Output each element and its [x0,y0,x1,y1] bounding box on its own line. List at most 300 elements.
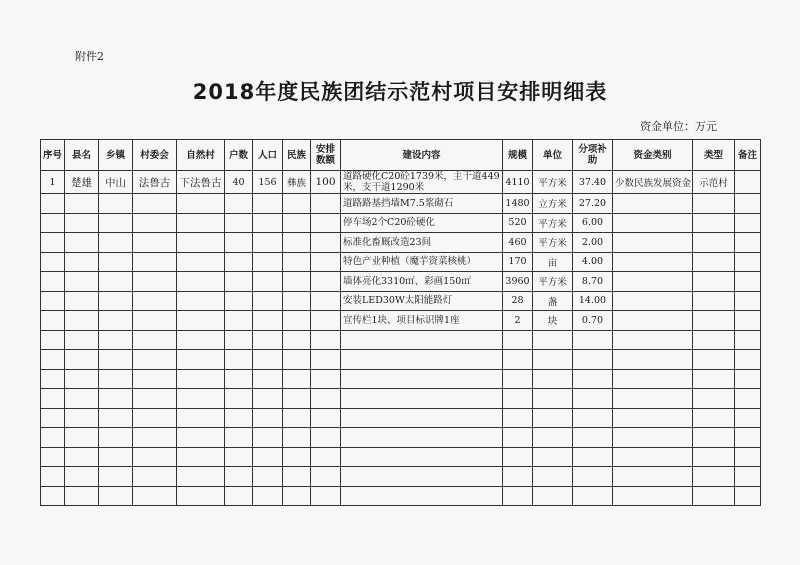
empty-cell [225,467,253,487]
empty-cell [41,447,65,467]
cell-subsidy: 27.20 [573,194,613,214]
empty-cell [735,447,761,467]
cell-unit: 亩 [533,252,573,272]
empty-cell [283,486,311,506]
empty-cell [503,389,533,409]
column-header: 乡镇 [99,140,133,171]
empty-cell [573,369,613,389]
empty-cell [311,447,341,467]
empty-cell [253,428,283,448]
empty-cell [311,213,341,233]
empty-cell [177,233,225,253]
empty-cell [283,447,311,467]
empty-cell [65,233,99,253]
empty-cell [253,213,283,233]
empty-cell [735,194,761,214]
empty-cell [283,467,311,487]
table-row [41,272,761,292]
empty-cell [177,408,225,428]
empty-cell [225,330,253,350]
cell-scale: 28 [503,291,533,311]
empty-cell [613,330,693,350]
empty-cell [177,330,225,350]
column-header: 人口 [253,140,283,171]
empty-cell [177,311,225,331]
empty-cell [735,330,761,350]
empty-cell [573,408,613,428]
empty-cell [613,233,693,253]
empty-cell [735,213,761,233]
empty-cell [99,408,133,428]
empty-cell [613,350,693,370]
empty-cell [283,311,311,331]
empty-cell [735,311,761,331]
empty-cell [283,428,311,448]
empty-cell [253,447,283,467]
empty-cell [99,213,133,233]
empty-cell [613,408,693,428]
empty-cell [177,252,225,272]
empty-cell [341,350,503,370]
empty-cell [99,350,133,370]
table-row [41,389,761,409]
table-row [41,330,761,350]
empty-cell [133,369,177,389]
empty-cell [283,252,311,272]
cell-subsidy: 37.40 [573,171,613,194]
empty-cell [99,272,133,292]
unit-note: 资金单位：万元 [640,120,717,133]
empty-cell [613,194,693,214]
empty-cell [99,369,133,389]
empty-cell [41,291,65,311]
empty-cell [41,311,65,331]
cell-content: 安装LED30W太阳能路灯 [341,291,503,311]
empty-cell [65,350,99,370]
empty-cell [613,213,693,233]
column-header: 规模 [503,140,533,171]
cell-ethnicity: 彝族 [283,171,311,194]
empty-cell [573,467,613,487]
empty-cell [41,330,65,350]
empty-cell [65,272,99,292]
empty-cell [177,291,225,311]
empty-cell [613,467,693,487]
empty-cell [133,194,177,214]
cell-content: 停车场2个C20砼硬化 [341,213,503,233]
table-header-row [41,140,761,171]
empty-cell [253,369,283,389]
empty-cell [99,330,133,350]
empty-cell [283,369,311,389]
empty-cell [99,467,133,487]
empty-cell [225,350,253,370]
empty-cell [693,252,735,272]
empty-cell [503,330,533,350]
empty-cell [41,194,65,214]
empty-cell [225,233,253,253]
empty-cell [65,486,99,506]
empty-cell [133,447,177,467]
attachment-label: 附件2 [75,50,104,63]
empty-cell [225,486,253,506]
empty-cell [177,350,225,370]
empty-cell [177,389,225,409]
empty-cell [225,252,253,272]
empty-cell [533,467,573,487]
column-header: 户数 [225,140,253,171]
empty-cell [693,213,735,233]
empty-cell [613,486,693,506]
empty-cell [735,486,761,506]
empty-cell [735,291,761,311]
empty-cell [133,272,177,292]
cell-subsidy: 0.70 [573,311,613,331]
cell-scale: 170 [503,252,533,272]
empty-cell [693,233,735,253]
empty-cell [133,330,177,350]
empty-cell [65,213,99,233]
cell-village-committee: 法鲁古 [133,171,177,194]
table-row [41,447,761,467]
empty-cell [573,330,613,350]
empty-cell [311,389,341,409]
table-row [41,428,761,448]
empty-cell [503,428,533,448]
empty-cell [65,467,99,487]
empty-cell [311,233,341,253]
empty-cell [99,486,133,506]
empty-cell [65,369,99,389]
cell-scale: 520 [503,213,533,233]
empty-cell [573,447,613,467]
cell-scale: 3960 [503,272,533,292]
column-header: 分项补助 [573,140,613,171]
empty-cell [253,467,283,487]
empty-cell [735,350,761,370]
empty-cell [735,467,761,487]
cell-population: 156 [253,171,283,194]
empty-cell [735,389,761,409]
empty-cell [533,486,573,506]
empty-cell [533,369,573,389]
empty-cell [177,447,225,467]
empty-cell [133,408,177,428]
cell-unit: 立方米 [533,194,573,214]
cell-subsidy: 8.70 [573,272,613,292]
empty-cell [41,467,65,487]
column-header: 村委会 [133,140,177,171]
cell-type: 示范村 [693,171,735,194]
empty-cell [311,272,341,292]
cell-unit: 平方米 [533,171,573,194]
empty-cell [177,428,225,448]
empty-cell [693,428,735,448]
empty-cell [341,428,503,448]
empty-cell [225,369,253,389]
empty-cell [311,311,341,331]
empty-cell [225,408,253,428]
empty-cell [41,486,65,506]
column-header: 安排数额 [311,140,341,171]
empty-cell [735,408,761,428]
empty-cell [99,447,133,467]
table-row [41,252,761,272]
cell-content: 墙体亮化3310㎡、彩画150㎡ [341,272,503,292]
empty-cell [533,389,573,409]
empty-cell [573,428,613,448]
cell-scale: 1480 [503,194,533,214]
empty-cell [177,467,225,487]
empty-cell [41,428,65,448]
empty-cell [225,272,253,292]
column-header: 类型 [693,140,735,171]
empty-cell [283,330,311,350]
empty-cell [253,291,283,311]
empty-cell [133,233,177,253]
empty-cell [311,486,341,506]
empty-cell [253,408,283,428]
empty-cell [693,447,735,467]
empty-cell [253,486,283,506]
empty-cell [41,369,65,389]
cell-county: 楚雄 [65,171,99,194]
empty-cell [693,272,735,292]
table-row [41,194,761,214]
empty-cell [283,389,311,409]
empty-cell [573,486,613,506]
cell-content: 特色产业种植（魔芋资菜核桃） [341,252,503,272]
empty-cell [253,252,283,272]
empty-cell [341,447,503,467]
empty-cell [613,291,693,311]
empty-cell [283,350,311,370]
cell-subsidy: 14.00 [573,291,613,311]
empty-cell [503,467,533,487]
column-header: 建设内容 [341,140,503,171]
cell-unit: 盏 [533,291,573,311]
empty-cell [41,213,65,233]
cell-scale: 4110 [503,171,533,194]
empty-cell [503,408,533,428]
empty-cell [41,350,65,370]
project-table [40,139,761,506]
empty-cell [133,213,177,233]
empty-cell [41,389,65,409]
empty-cell [99,252,133,272]
empty-cell [693,330,735,350]
cell-amount: 100 [311,171,341,194]
empty-cell [99,291,133,311]
empty-cell [533,447,573,467]
empty-cell [735,233,761,253]
cell-content: 标准化畜厩改造23间 [341,233,503,253]
table-row [41,369,761,389]
empty-cell [65,408,99,428]
empty-cell [177,272,225,292]
empty-cell [41,252,65,272]
empty-cell [133,428,177,448]
empty-cell [225,389,253,409]
empty-cell [177,486,225,506]
cell-unit: 平方米 [533,213,573,233]
table-row [41,213,761,233]
empty-cell [693,486,735,506]
empty-cell [693,311,735,331]
table-row [41,467,761,487]
empty-cell [693,350,735,370]
empty-cell [225,291,253,311]
empty-cell [341,330,503,350]
empty-cell [41,233,65,253]
empty-cell [311,369,341,389]
empty-cell [283,233,311,253]
table-row [41,233,761,253]
empty-cell [65,428,99,448]
empty-cell [533,350,573,370]
empty-cell [133,291,177,311]
empty-cell [99,233,133,253]
empty-cell [573,350,613,370]
cell-unit: 平方米 [533,272,573,292]
cell-natural-village: 下法鲁古 [177,171,225,194]
empty-cell [283,194,311,214]
empty-cell [283,272,311,292]
table-row [41,408,761,428]
page-title: 2018年度民族团结示范村项目安排明细表 [192,80,608,104]
empty-cell [65,252,99,272]
empty-cell [311,291,341,311]
empty-cell [65,389,99,409]
empty-cell [41,408,65,428]
empty-cell [283,408,311,428]
empty-cell [613,447,693,467]
empty-cell [693,389,735,409]
cell-subsidy: 2.00 [573,233,613,253]
empty-cell [341,408,503,428]
cell-fund-category: 少数民族发展资金 [613,171,693,194]
empty-cell [133,350,177,370]
empty-cell [99,311,133,331]
empty-cell [65,194,99,214]
cell-content: 道路路基挡墙M7.5浆砌石 [341,194,503,214]
empty-cell [99,194,133,214]
column-header: 备注 [735,140,761,171]
table-row [41,350,761,370]
empty-cell [693,467,735,487]
empty-cell [693,194,735,214]
empty-cell [65,330,99,350]
empty-cell [177,194,225,214]
empty-cell [311,194,341,214]
empty-cell [225,428,253,448]
empty-cell [613,369,693,389]
empty-cell [133,252,177,272]
empty-cell [133,486,177,506]
empty-cell [133,467,177,487]
empty-cell [503,447,533,467]
empty-cell [341,389,503,409]
cell-subsidy: 4.00 [573,252,613,272]
empty-cell [225,447,253,467]
cell-scale: 460 [503,233,533,253]
empty-cell [283,291,311,311]
empty-cell [613,389,693,409]
table-row [41,311,761,331]
empty-cell [735,272,761,292]
empty-cell [177,213,225,233]
empty-cell [503,350,533,370]
empty-cell [133,311,177,331]
empty-cell [503,486,533,506]
table-row [41,171,761,194]
empty-cell [311,467,341,487]
cell-subsidy: 6.00 [573,213,613,233]
empty-cell [65,291,99,311]
empty-cell [533,408,573,428]
table-row [41,291,761,311]
column-header: 资金类别 [613,140,693,171]
empty-cell [133,389,177,409]
empty-cell [65,447,99,467]
empty-cell [341,467,503,487]
cell-unit: 平方米 [533,233,573,253]
empty-cell [225,213,253,233]
empty-cell [253,350,283,370]
empty-cell [253,311,283,331]
empty-cell [533,330,573,350]
empty-cell [533,428,573,448]
empty-cell [613,311,693,331]
empty-cell [573,389,613,409]
empty-cell [613,428,693,448]
empty-cell [253,194,283,214]
empty-cell [735,428,761,448]
empty-cell [311,252,341,272]
empty-cell [735,252,761,272]
column-header: 民族 [283,140,311,171]
empty-cell [253,389,283,409]
column-header: 县名 [65,140,99,171]
empty-cell [65,311,99,331]
empty-cell [503,369,533,389]
cell-seq: 1 [41,171,65,194]
empty-cell [99,428,133,448]
empty-cell [613,252,693,272]
empty-cell [311,350,341,370]
cell-unit: 块 [533,311,573,331]
cell-remark [735,171,761,194]
empty-cell [253,272,283,292]
empty-cell [311,330,341,350]
empty-cell [693,369,735,389]
cell-scale: 2 [503,311,533,331]
empty-cell [283,213,311,233]
empty-cell [341,486,503,506]
empty-cell [253,233,283,253]
cell-content: 宣传栏1块、项目标识牌1座 [341,311,503,331]
empty-cell [311,428,341,448]
empty-cell [693,408,735,428]
cell-content: 道路硬化C20砼1739米，主干道449米，支干道1290米 [341,171,503,194]
empty-cell [253,330,283,350]
empty-cell [613,272,693,292]
cell-households: 40 [225,171,253,194]
table-row [41,486,761,506]
cell-town: 中山 [99,171,133,194]
column-header: 单位 [533,140,573,171]
empty-cell [41,272,65,292]
